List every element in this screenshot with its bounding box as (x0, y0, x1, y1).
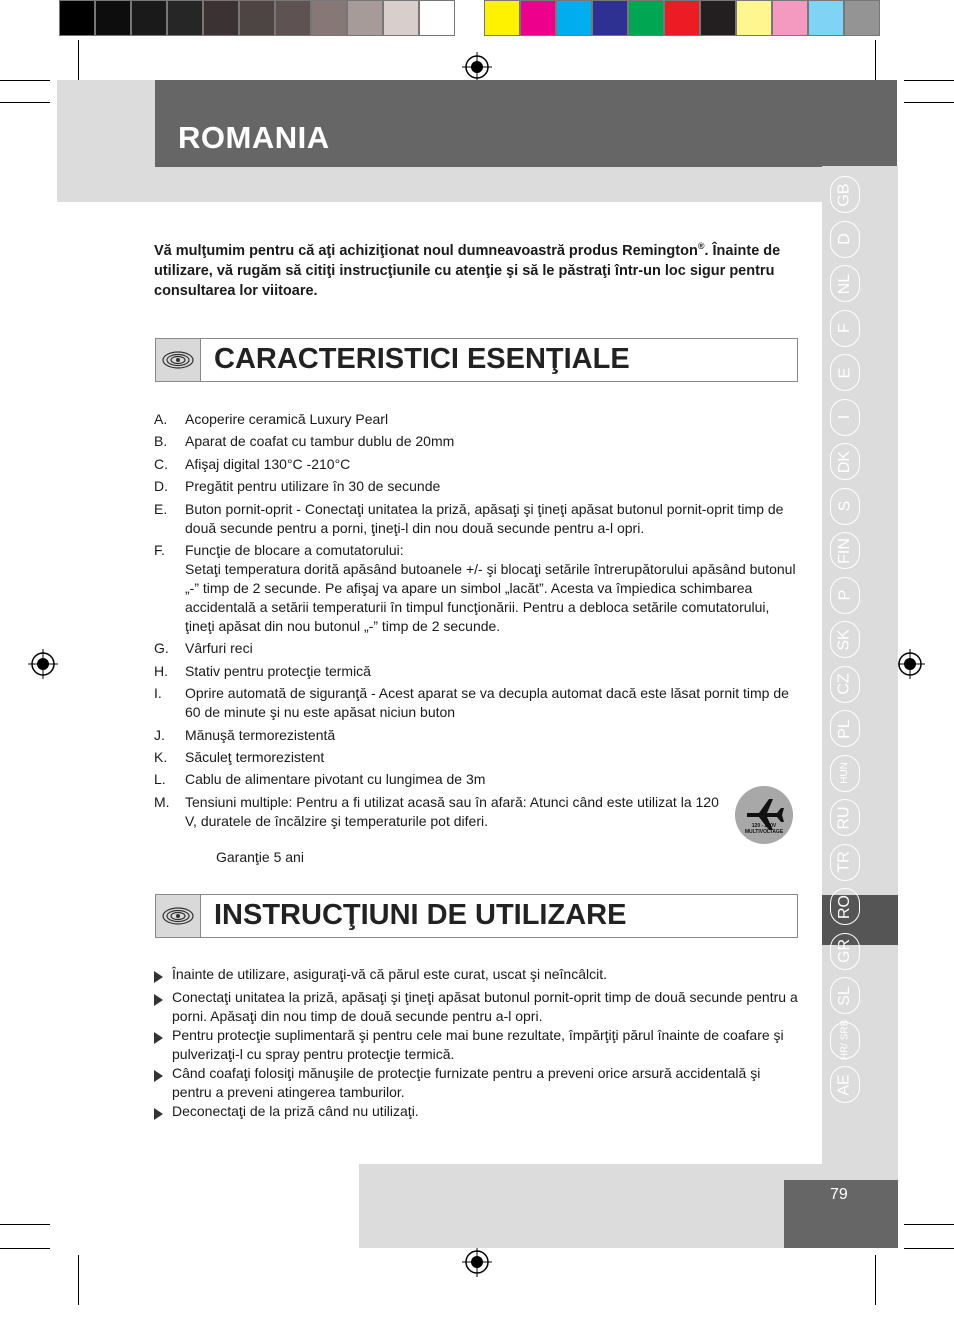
language-tab-fin[interactable] (830, 532, 860, 569)
instruction-item (154, 1026, 799, 1064)
feature-item (154, 748, 799, 767)
feature-item (154, 477, 799, 496)
feature-letter: I. (154, 685, 162, 702)
language-tab-gr[interactable] (830, 933, 860, 970)
crop-mark (0, 1248, 50, 1249)
feature-item (154, 500, 799, 538)
features-heading-box (155, 338, 798, 382)
feature-text: Stativ pentru protecţie termică (185, 662, 371, 679)
crop-mark (78, 40, 79, 85)
feature-item (154, 684, 799, 722)
triangle-bullet-icon (154, 1026, 172, 1064)
language-tab-label: SL (835, 985, 853, 1006)
instructions-list (154, 965, 799, 1125)
feature-item (154, 432, 799, 451)
triangle-bullet-icon (154, 1102, 172, 1125)
color-swatch-strip (484, 0, 880, 38)
feature-text: Funcţie de blocare a comutatorului: (185, 541, 404, 558)
crop-mark (78, 1255, 79, 1305)
instruction-text: Deconectaţi de la priză când nu utilizaţi. (172, 1103, 419, 1119)
triangle-bullet-icon (154, 1064, 172, 1102)
color-swatch (556, 0, 592, 36)
feature-letter: B. (154, 433, 168, 450)
language-tab-sl[interactable] (830, 977, 860, 1014)
color-swatch (664, 0, 700, 36)
language-tab-label: FIN (836, 537, 853, 564)
language-tab-label: HR/ SRB (839, 1019, 850, 1061)
language-tab-label: RO (836, 894, 853, 919)
feature-letter: J. (154, 726, 165, 743)
instruction-text: Conectaţi unitatea la priză, apăsaţi şi ţineţi apăsat butonul pornit-oprit timp de două secunde pentru a porni. Apăsaţi din nou timp de două secunde pentru a-l opri. (172, 989, 798, 1024)
instruction-item (154, 988, 799, 1026)
crop-mark (875, 1255, 876, 1305)
language-tab-label: I (835, 414, 853, 420)
language-tab-label: AE (836, 1073, 853, 1096)
language-tab-sk[interactable] (830, 621, 860, 658)
language-tab-e[interactable] (830, 354, 860, 391)
color-swatch (95, 0, 131, 36)
color-swatch (383, 0, 419, 36)
crop-mark (904, 80, 954, 81)
warranty-text: Garanţie 5 ani (216, 849, 304, 865)
multivoltage-badge (735, 786, 793, 844)
color-swatch (239, 0, 275, 36)
feature-letter: E. (154, 500, 168, 517)
feature-item (154, 770, 799, 789)
language-tab-label: TR (835, 851, 853, 873)
color-swatch (628, 0, 664, 36)
feature-letter: H. (154, 662, 168, 679)
crop-mark (0, 102, 50, 103)
feature-letter: L. (154, 771, 166, 788)
features-list (154, 410, 799, 834)
registration-mark-icon (895, 649, 925, 679)
language-tab-label: S (835, 500, 853, 512)
feature-item (154, 541, 799, 636)
triangle-bullet-icon (154, 965, 172, 988)
language-tab-label: GR (836, 939, 853, 963)
feature-text: Aparat de coafat cu tambur dublu de 20mm (185, 433, 455, 450)
crop-mark (875, 40, 876, 85)
crop-mark (904, 102, 954, 103)
color-swatch (520, 0, 556, 36)
language-tab-i[interactable] (830, 399, 860, 436)
instruction-item (154, 1102, 799, 1125)
feature-letter: A. (154, 411, 168, 427)
language-tab-p[interactable] (830, 577, 860, 614)
color-swatch (347, 0, 383, 36)
feature-letter: K. (154, 748, 168, 765)
intro-part-b: . Înainte de utilizare, vă rugăm să citiţi instrucţiunile cu atenţie şi să le păstraţi într-un loc sigur pentru consultarea lor viitoare. (154, 242, 781, 299)
feature-letter: C. (154, 455, 168, 472)
color-swatch (772, 0, 808, 36)
language-tab-label: GB (836, 182, 853, 207)
instruction-item (154, 1064, 799, 1102)
language-tab-s[interactable] (830, 488, 860, 525)
language-tab-label: HUN (838, 762, 850, 784)
language-tab-label: P (835, 589, 853, 601)
color-swatch (131, 0, 167, 36)
feature-item (154, 410, 799, 429)
feature-text: Acoperire ceramică Luxury Pearl (185, 411, 389, 427)
feature-item (154, 639, 799, 658)
instruction-item (154, 965, 799, 988)
instructions-title: INSTRUCŢIUNI DE UTILIZARE (214, 899, 627, 931)
feature-text: Cablu de alimentare pivotant cu lungimea de 3m (185, 771, 486, 788)
feature-item (154, 455, 799, 474)
color-swatch (700, 0, 736, 36)
color-swatch (311, 0, 347, 36)
language-tab-hrsrb[interactable] (830, 1019, 860, 1061)
color-swatch (167, 0, 203, 36)
language-tab-ru[interactable] (830, 799, 860, 836)
language-tab-tr[interactable] (830, 844, 860, 881)
language-tab-label: NL (835, 273, 853, 294)
instruction-text: Înainte de utilizare, asiguraţi-vă că părul este curat, uscat şi neîncâlcit. (172, 966, 607, 982)
feature-text: Tensiuni multiple: Pentru a fi utilizat acasă sau în afară: Atunci când este utilizat la 120 V, duratele de încălzire şi temperaturile pot diferi. (185, 793, 719, 829)
crop-mark (0, 1224, 50, 1225)
language-tab-label: F (836, 323, 853, 333)
registration-mark-icon (28, 649, 58, 679)
feature-text: Oprire automată de siguranţă - Acest aparat se va decupla automat dacă este lăsat pornit timp de 60 de minute şi nu este apăsat niciun buton (185, 685, 789, 721)
language-tab-label: PL (835, 718, 853, 739)
eye-icon (156, 339, 201, 381)
feature-text: Mănuşă termorezistentă (185, 726, 336, 743)
language-tab-hun[interactable] (830, 755, 860, 792)
language-tab-nl[interactable] (830, 265, 860, 302)
color-swatch (275, 0, 311, 36)
feature-subtext: Setaţi temperatura dorită apăsând butoanele +/- şi blocaţi setările întrerupătorului apăsând butonul „-” timp de 2 secunde. Pe afişaj va apare un simbol „lacăt”. Acesta va împiedica schimbarea accidentală a setării temperaturii în timpul funcţionării. Pentru a debloca setările comutatorului, ţineţi apăsat din nou butonul „-” timp de 2 secunde. (185, 560, 796, 634)
language-tab-label: DK (835, 450, 853, 473)
language-tab-label: E (835, 367, 853, 378)
language-tab-d[interactable] (830, 221, 860, 258)
feature-item (154, 726, 799, 745)
language-tab-cz[interactable] (830, 666, 860, 703)
instructions-heading-box (155, 894, 798, 938)
color-swatch (203, 0, 239, 36)
language-tab-ro[interactable] (830, 888, 860, 925)
instruction-text: Când coafaţi folosiţi mănuşile de protecţie furnizate pentru a preveni orice arsură accidentală şi pentru a preveni atingerea tamburilor. (172, 1065, 761, 1100)
feature-letter: G. (154, 640, 169, 657)
feature-letter: D. (154, 478, 168, 495)
registration-mark-icon (462, 1247, 492, 1277)
color-swatch (808, 0, 844, 36)
crop-mark (904, 1248, 954, 1249)
feature-item (154, 662, 799, 681)
color-swatch (484, 0, 520, 36)
triangle-bullet-icon (154, 988, 172, 1026)
gray-swatch-strip (59, 0, 455, 38)
language-tab-label: SK (836, 628, 853, 651)
crop-mark (0, 80, 50, 81)
eye-icon (156, 895, 201, 937)
page-number: 79 (830, 1186, 848, 1203)
instruction-text: Pentru protecţie suplimentară şi pentru cele mai bune rezultate, împărţiţi părul înainte de coafare şi pulverizaţi-l cu spray pentru protecţie termică. (172, 1027, 784, 1062)
color-swatch (736, 0, 772, 36)
registration-mark-icon (462, 52, 492, 82)
airplane-icon (735, 786, 793, 844)
page-title: ROMANIA (178, 120, 330, 155)
registered-mark: ® (697, 241, 705, 251)
feature-text: Săculeţ termorezistent (185, 748, 325, 765)
language-tab-label: D (836, 233, 853, 245)
intro-text (154, 236, 794, 301)
language-tab-label: CZ (835, 673, 853, 695)
language-tab-dk[interactable] (830, 443, 860, 480)
feature-item (154, 793, 799, 831)
language-tab-pl[interactable] (830, 710, 860, 747)
feature-text: Pregătit pentru utilizare în 30 de secunde (185, 478, 441, 495)
color-swatch (59, 0, 95, 36)
color-swatch (592, 0, 628, 36)
badge-label: MULTIVOLTAGE (744, 829, 784, 835)
feature-letter: M. (154, 793, 170, 810)
intro-part-a: Vă mulţumim pentru că aţi achiziţionat noul dumneavoastră produs Remington (154, 242, 698, 259)
feature-text: Vârfuri reci (185, 640, 253, 657)
feature-letter: F. (154, 541, 165, 558)
language-tab-f[interactable] (830, 310, 860, 347)
crop-mark (904, 1224, 954, 1225)
language-tab-ae[interactable] (830, 1066, 860, 1103)
color-swatch (419, 0, 455, 36)
color-swatch (844, 0, 880, 36)
language-tab-label: RU (835, 805, 853, 830)
feature-text: Buton pornit-oprit - Conectaţi unitatea la priză, apăsaţi şi ţineţi apăsat butonul pornit-oprit timp de două secunde pentru a porni, ţineţi-l din nou două secunde pentru a-l opri. (185, 500, 784, 536)
feature-text: Afişaj digital 130°C -210°C (185, 455, 351, 472)
features-title: CARACTERISTICI ESENŢIALE (214, 343, 630, 375)
language-tab-gb[interactable] (830, 176, 860, 213)
badge-voltage: 120 - 240V (751, 823, 777, 829)
